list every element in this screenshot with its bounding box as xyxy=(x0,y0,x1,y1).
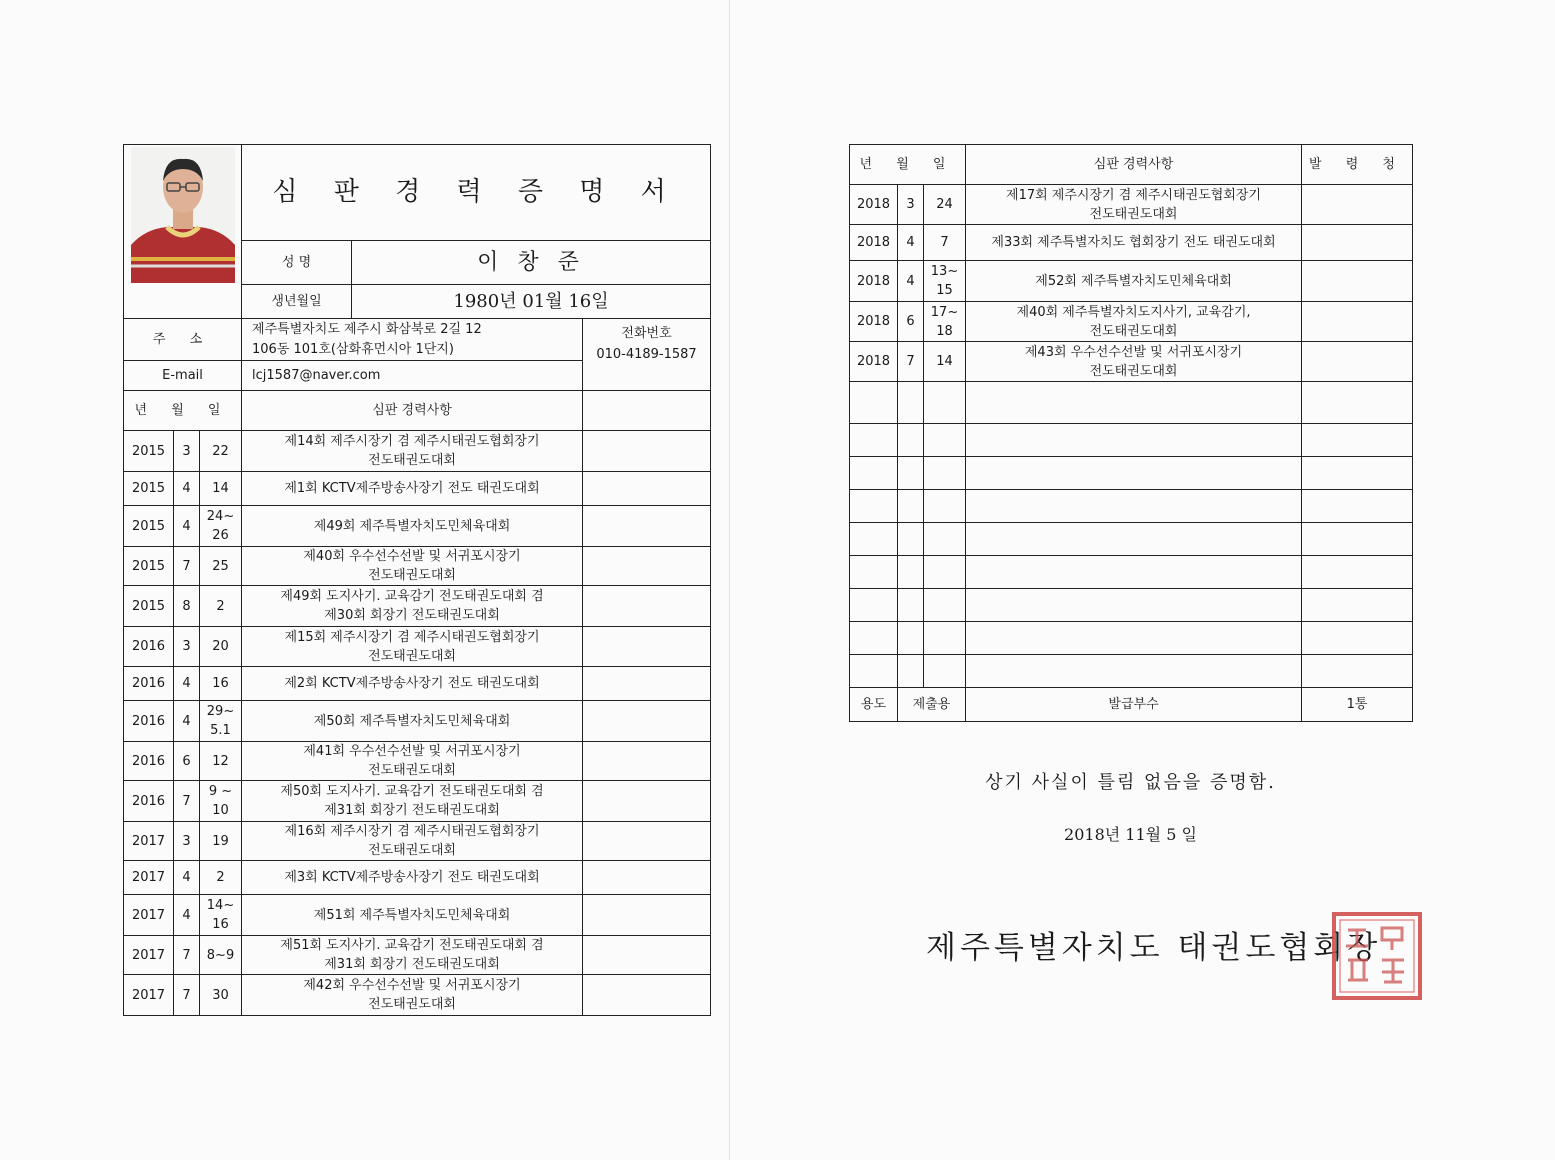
career-header-right: 심판 경력사항 xyxy=(966,145,1302,185)
empty-cell xyxy=(898,457,924,490)
empty-record-row xyxy=(850,424,1413,457)
record-day xyxy=(200,975,242,1016)
career-record-row xyxy=(124,472,711,506)
record-month: 4 xyxy=(174,701,200,742)
career-record-row xyxy=(850,185,1413,225)
record-day-start: 24 xyxy=(936,197,953,212)
record-issuer xyxy=(583,975,711,1016)
empty-cell xyxy=(966,382,1302,424)
record-issuer xyxy=(1302,185,1413,225)
empty-record-row xyxy=(850,490,1413,523)
phone-label: 전화번호 xyxy=(621,326,672,341)
empty-record-row xyxy=(850,457,1413,490)
photo-cell xyxy=(124,145,242,319)
record-year: 2018 xyxy=(850,185,898,225)
record-day-start: 12 xyxy=(212,753,229,769)
record-description xyxy=(242,895,583,936)
record-issuer xyxy=(583,667,711,701)
empty-record-row xyxy=(850,622,1413,655)
record-day-start: 2 xyxy=(216,870,225,885)
record-day-end: 26 xyxy=(212,528,229,543)
document-title: 심 판 경 력 증 명 서 xyxy=(242,145,711,241)
empty-cell xyxy=(1302,382,1413,424)
record-day xyxy=(200,547,242,586)
record-month: 3 xyxy=(174,431,200,472)
record-day xyxy=(200,701,242,742)
record-description-line-1: 제3회 KCTV제주방송사장기 전도 태권도대회 xyxy=(284,870,540,885)
record-day-end: 10 xyxy=(212,803,229,818)
empty-cell xyxy=(1302,556,1413,589)
record-day-start: 19 xyxy=(212,833,229,849)
record-description xyxy=(242,936,583,975)
record-description-line-2: 전도태권도대회 xyxy=(368,997,456,1012)
record-description-line-1: 제40회 우수선수선발 및 서귀포시장기 xyxy=(303,549,521,564)
record-day-start: 16 xyxy=(212,676,229,691)
career-record-row xyxy=(124,861,711,895)
record-description-line-1: 제51회 제주특별자치도민체육대회 xyxy=(313,907,511,923)
record-year: 2015 xyxy=(124,547,174,586)
empty-record-row xyxy=(850,589,1413,622)
record-description-line-2: 전도태권도대회 xyxy=(368,763,456,778)
address-label: 주 소 xyxy=(124,319,242,361)
record-description-line-1: 제16회 제주시장기 겸 제주시태권도협회장기 xyxy=(284,824,540,839)
record-year: 2016 xyxy=(124,627,174,667)
record-description xyxy=(966,342,1302,382)
record-description xyxy=(242,975,583,1016)
record-description-line-2: 전도태권도대회 xyxy=(368,453,456,468)
use-value: 제출용 xyxy=(898,688,966,722)
empty-cell xyxy=(1302,490,1413,523)
record-description xyxy=(242,627,583,667)
career-header: 심판 경력사항 xyxy=(242,391,583,431)
address-line-2: 106동 101호(삼화휴먼시아 1단지) xyxy=(252,341,454,357)
phone-cell xyxy=(583,319,711,391)
record-year: 2017 xyxy=(124,861,174,895)
empty-cell xyxy=(898,589,924,622)
record-description xyxy=(242,861,583,895)
record-year: 2018 xyxy=(850,225,898,261)
record-issuer xyxy=(583,627,711,667)
record-issuer xyxy=(583,781,711,822)
record-description-line-2: 전도태권도대회 xyxy=(368,648,456,664)
record-issuer xyxy=(583,742,711,781)
record-description-line-2: 전도태권도대회 xyxy=(368,843,456,858)
record-day xyxy=(200,627,242,667)
record-issuer xyxy=(583,586,711,627)
empty-cell xyxy=(898,424,924,457)
record-issuer xyxy=(583,547,711,586)
record-month: 4 xyxy=(174,506,200,547)
record-month: 3 xyxy=(174,822,200,861)
certificate-main-table xyxy=(123,144,711,1016)
record-description-line-1: 제43회 우수선수선발 및 서귀포시장기 xyxy=(1024,344,1243,360)
record-issuer xyxy=(583,701,711,742)
record-month: 4 xyxy=(174,895,200,936)
page-fold-line xyxy=(729,0,730,1160)
record-day-start: 29~ xyxy=(206,704,235,719)
empty-cell xyxy=(924,424,966,457)
record-day-start: 30 xyxy=(212,987,229,1003)
record-description-line-1: 제1회 KCTV제주방송사장기 전도 태권도대회 xyxy=(284,481,540,496)
empty-cell xyxy=(924,490,966,523)
record-issuer xyxy=(1302,225,1413,261)
record-year: 2015 xyxy=(124,506,174,547)
record-description xyxy=(966,185,1302,225)
dob-value: 1980년 01월 16일 xyxy=(352,285,711,319)
record-day xyxy=(200,781,242,822)
record-day-start: 9 ~ xyxy=(208,784,233,799)
record-day xyxy=(924,185,966,225)
empty-cell xyxy=(924,589,966,622)
record-description-line-1: 제17회 제주시장기 겸 제주시태권도협회장기 xyxy=(1006,187,1261,203)
record-day xyxy=(200,822,242,861)
issuer-name: 제주특별자치도 태권도협회장 xyxy=(926,930,1382,966)
record-description-line-1: 제33회 제주특별자치도 협회장기 전도 태권도대회 xyxy=(991,235,1276,250)
certificate-continued-table xyxy=(849,144,1413,722)
empty-cell xyxy=(1302,457,1413,490)
record-issuer xyxy=(1302,342,1413,382)
record-day-end: 15 xyxy=(936,283,953,298)
career-record-row xyxy=(850,261,1413,302)
record-issuer xyxy=(1302,261,1413,302)
certification-statement: 상기 사실이 틀림 없음을 증명함. xyxy=(985,772,1276,793)
record-year: 2015 xyxy=(124,586,174,627)
empty-cell xyxy=(966,523,1302,556)
empty-cell xyxy=(850,424,898,457)
empty-cell xyxy=(1302,523,1413,556)
career-record-row xyxy=(124,547,711,586)
record-month: 7 xyxy=(174,781,200,822)
record-description-line-1: 제51회 도지사기. 교육감기 전도태권도대회 겸 xyxy=(280,938,544,953)
record-description xyxy=(242,781,583,822)
record-year: 2018 xyxy=(850,302,898,342)
record-day xyxy=(924,342,966,382)
record-description xyxy=(242,506,583,547)
record-month: 6 xyxy=(898,302,924,342)
career-record-row xyxy=(850,302,1413,342)
record-month: 4 xyxy=(174,472,200,506)
record-issuer xyxy=(583,895,711,936)
record-issuer xyxy=(583,936,711,975)
record-day-start: 17~ xyxy=(930,304,959,320)
record-day xyxy=(200,667,242,701)
empty-cell xyxy=(850,622,898,655)
empty-cell xyxy=(898,490,924,523)
address-line-1: 제주특별자치도 제주시 화삼북로 2길 12 xyxy=(252,321,482,337)
record-month: 3 xyxy=(898,185,924,225)
record-issuer xyxy=(583,431,711,472)
empty-cell xyxy=(850,556,898,589)
address-value xyxy=(242,319,583,361)
email-value: lcj1587@naver.com xyxy=(242,361,583,391)
record-year: 2016 xyxy=(124,701,174,742)
career-record-row xyxy=(124,627,711,667)
record-description-line-2: 제30회 회장기 전도태권도대회 xyxy=(324,608,500,623)
empty-cell xyxy=(850,523,898,556)
empty-cell xyxy=(850,589,898,622)
record-description xyxy=(966,261,1302,302)
record-month: 4 xyxy=(898,261,924,302)
email-label: E-mail xyxy=(124,361,242,391)
applicant-photo xyxy=(131,147,235,283)
record-description-line-1: 제50회 도지사기. 교육감기 전도태권도대회 겸 xyxy=(280,784,544,799)
record-month: 8 xyxy=(174,586,200,627)
record-description-line-2: 제31회 회장기 전도태권도대회 xyxy=(324,803,500,818)
empty-cell xyxy=(924,457,966,490)
empty-cell xyxy=(850,490,898,523)
record-day xyxy=(924,225,966,261)
record-year: 2016 xyxy=(124,781,174,822)
empty-cell xyxy=(966,490,1302,523)
empty-cell xyxy=(898,382,924,424)
career-record-row xyxy=(124,701,711,742)
record-day-start: 14 xyxy=(936,354,953,369)
empty-record-row xyxy=(850,556,1413,589)
empty-cell xyxy=(850,382,898,424)
record-issuer xyxy=(1302,302,1413,342)
record-description xyxy=(242,742,583,781)
record-day xyxy=(200,742,242,781)
record-day-start: 25 xyxy=(212,558,229,574)
record-description-line-1: 제49회 제주특별자치도민체육대회 xyxy=(313,518,511,534)
career-record-row xyxy=(124,506,711,547)
use-label: 용도 xyxy=(850,688,898,722)
record-description-line-2: 전도태권도대회 xyxy=(1089,323,1178,339)
record-day xyxy=(200,586,242,627)
record-description-line-1: 제15회 제주시장기 겸 제주시태권도협회장기 xyxy=(284,629,540,645)
record-description-line-2: 전도태권도대회 xyxy=(368,568,456,583)
record-day-end: 16 xyxy=(212,917,229,932)
record-description-line-2: 전도태권도대회 xyxy=(1089,206,1178,222)
career-record-row xyxy=(124,431,711,472)
record-month: 4 xyxy=(174,861,200,895)
record-month: 7 xyxy=(174,547,200,586)
record-year: 2017 xyxy=(124,975,174,1016)
record-day-start: 2 xyxy=(216,598,225,614)
official-seal-stamp xyxy=(1330,910,1424,1002)
record-description-line-1: 제41회 우수선수선발 및 서귀포시장기 xyxy=(303,744,521,759)
record-day xyxy=(200,431,242,472)
name-value: 이 창 준 xyxy=(352,241,711,285)
empty-record-row xyxy=(850,655,1413,688)
issuer-header: 발 령 청 xyxy=(1302,145,1413,185)
issuer-header-blank xyxy=(583,391,711,431)
record-day-start: 24~ xyxy=(206,509,235,524)
empty-cell xyxy=(1302,622,1413,655)
record-description-line-1: 제2회 KCTV제주방송사장기 전도 태권도대회 xyxy=(284,676,540,691)
career-record-row xyxy=(850,225,1413,261)
record-description xyxy=(242,822,583,861)
empty-cell xyxy=(898,556,924,589)
record-description xyxy=(242,667,583,701)
career-record-row xyxy=(124,936,711,975)
record-description-line-2: 전도태권도대회 xyxy=(1089,363,1178,379)
record-description-line-1: 제52회 제주특별자치도민체육대회 xyxy=(1035,273,1232,289)
record-description-line-1: 제40회 제주특별자치도지사기, 교육감기, xyxy=(1016,304,1251,320)
issue-date: 2018년 11월 5 일 xyxy=(1064,825,1197,844)
record-description xyxy=(242,586,583,627)
record-year: 2015 xyxy=(124,431,174,472)
record-year: 2018 xyxy=(850,261,898,302)
record-day-start: 20 xyxy=(212,639,229,654)
record-year: 2018 xyxy=(850,342,898,382)
empty-cell xyxy=(966,556,1302,589)
record-description-line-1: 제14회 제주시장기 겸 제주시태권도협회장기 xyxy=(284,434,540,449)
empty-cell xyxy=(898,523,924,556)
date-header-right: 년 월 일 xyxy=(850,145,966,185)
record-day xyxy=(924,302,966,342)
record-day xyxy=(200,895,242,936)
empty-cell xyxy=(966,457,1302,490)
name-label: 성 명 xyxy=(242,241,352,285)
record-description xyxy=(242,701,583,742)
career-record-row xyxy=(850,342,1413,382)
record-description-line-1: 제49회 도지사기. 교육감기 전도태권도대회 겸 xyxy=(280,589,544,604)
record-day xyxy=(200,861,242,895)
record-month: 7 xyxy=(898,342,924,382)
record-description-line-1: 제50회 제주특별자치도민체육대회 xyxy=(313,713,511,729)
record-year: 2017 xyxy=(124,936,174,975)
record-month: 6 xyxy=(174,742,200,781)
record-day xyxy=(200,936,242,975)
record-year: 2015 xyxy=(124,472,174,506)
empty-cell xyxy=(924,382,966,424)
record-month: 4 xyxy=(898,225,924,261)
career-record-row xyxy=(124,667,711,701)
record-description xyxy=(242,472,583,506)
empty-cell xyxy=(924,556,966,589)
dob-label: 생년월일 xyxy=(242,285,352,319)
record-issuer xyxy=(583,506,711,547)
record-day-start: 22 xyxy=(212,443,229,459)
phone-value: 010-4189-1587 xyxy=(596,347,697,362)
record-day-end: 18 xyxy=(936,323,953,339)
record-day-start: 14~ xyxy=(206,898,235,913)
record-day-start: 7 xyxy=(940,235,949,250)
empty-cell xyxy=(924,655,966,688)
career-record-row xyxy=(124,822,711,861)
record-month: 3 xyxy=(174,627,200,667)
record-year: 2017 xyxy=(124,895,174,936)
record-issuer xyxy=(583,822,711,861)
record-month: 7 xyxy=(174,975,200,1016)
career-record-row xyxy=(124,742,711,781)
date-header: 년 월 일 xyxy=(124,391,242,431)
record-issuer xyxy=(583,861,711,895)
empty-cell xyxy=(966,655,1302,688)
empty-cell xyxy=(966,589,1302,622)
record-year: 2016 xyxy=(124,667,174,701)
record-year: 2016 xyxy=(124,742,174,781)
record-day-end: 5.1 xyxy=(210,723,231,738)
career-record-row xyxy=(124,895,711,936)
record-day-start: 8~9 xyxy=(206,947,235,963)
empty-cell xyxy=(966,622,1302,655)
record-day xyxy=(200,472,242,506)
record-description xyxy=(242,431,583,472)
record-description xyxy=(966,302,1302,342)
career-record-row xyxy=(124,586,711,627)
record-day-start: 13~ xyxy=(930,264,959,279)
empty-cell xyxy=(1302,424,1413,457)
career-record-row xyxy=(124,781,711,822)
record-description-line-1: 제42회 우수선수선발 및 서귀포시장기 xyxy=(303,978,521,993)
record-description xyxy=(242,547,583,586)
empty-record-row xyxy=(850,523,1413,556)
record-day xyxy=(924,261,966,302)
empty-cell xyxy=(850,457,898,490)
record-description xyxy=(966,225,1302,261)
empty-cell xyxy=(966,424,1302,457)
empty-cell xyxy=(924,523,966,556)
record-day-start: 14 xyxy=(212,481,229,496)
empty-cell xyxy=(1302,655,1413,688)
record-month: 7 xyxy=(174,936,200,975)
career-record-row xyxy=(124,975,711,1016)
empty-cell xyxy=(924,622,966,655)
record-description-line-2: 제31회 회장기 전도태권도대회 xyxy=(324,957,500,972)
copies-value: 1통 xyxy=(1302,688,1413,722)
record-issuer xyxy=(583,472,711,506)
empty-cell xyxy=(1302,589,1413,622)
empty-cell xyxy=(898,655,924,688)
record-month: 4 xyxy=(174,667,200,701)
record-day xyxy=(200,506,242,547)
record-year: 2017 xyxy=(124,822,174,861)
copies-label: 발급부수 xyxy=(966,688,1302,722)
empty-cell xyxy=(850,655,898,688)
empty-cell xyxy=(898,622,924,655)
empty-record-row xyxy=(850,382,1413,424)
